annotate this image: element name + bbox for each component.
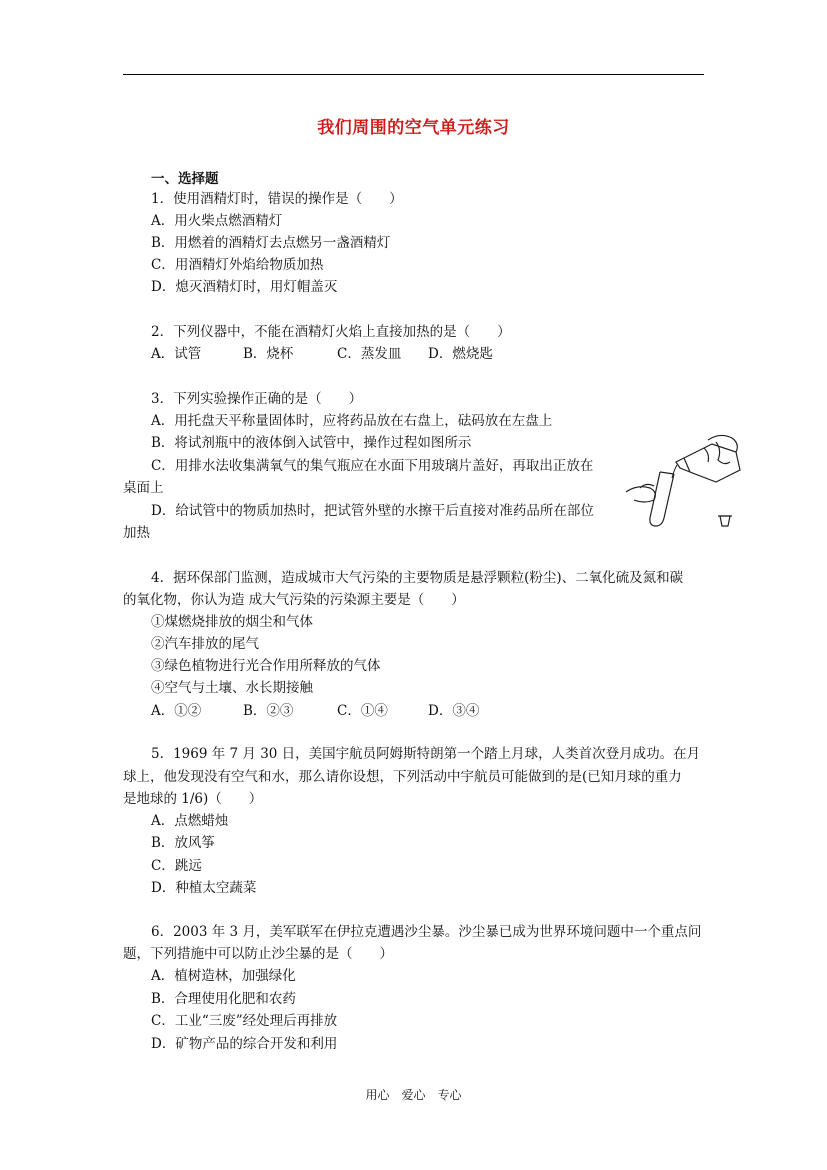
- q5-stem-cont-1: 球上，他发现没有空气和水，那么请你设想，下列活动中宇航员可能做到的是(已知月球的重力: [123, 769, 682, 785]
- q4-item-3: ③绿色植物进行光合作用所释放的气体: [151, 658, 381, 674]
- q1-option-c: C．用酒精灯外焰给物质加热: [151, 257, 324, 273]
- q4-option-b: B．②③: [243, 703, 294, 719]
- q2-option-b: B．烧杯: [243, 346, 294, 362]
- q4-option-a: A．①②: [151, 703, 202, 719]
- q4-item-2: ②汽车排放的尾气: [151, 636, 259, 652]
- q5-option-a: A．点燃蜡烛: [151, 813, 229, 829]
- q6-stem: 6．2003 年 3 月，美军联军在伊拉克遭遇沙尘暴。沙尘暴已成为世界环境问题中一个重点问: [151, 924, 702, 940]
- q5-option-d: D．种植太空蔬菜: [151, 880, 257, 896]
- q5-stem-cont-2: 是地球的 1/6)（ ）: [123, 791, 263, 807]
- q4-option-d: D．③④: [428, 703, 480, 719]
- q3-option-c: C．用排水法收集满氧气的集气瓶应在水面下用玻璃片盖好，再取出正放在: [151, 458, 594, 474]
- q2-option-d: D．燃烧匙: [428, 346, 493, 362]
- q2-option-a: A．试管: [151, 346, 202, 362]
- q2-options: [151, 345, 493, 363]
- q5-stem: 5．1969 年 7 月 30 日，美国宇航员阿姆斯特朗第一个踏上月球，人类首次登月成功。在月: [151, 746, 701, 762]
- q3-option-d-cont: 加热: [123, 525, 150, 541]
- page-footer: 用心 爱心 专心: [365, 1088, 462, 1102]
- section-heading: 一、选择题: [151, 171, 219, 187]
- pouring-liquid-illustration: [624, 430, 744, 530]
- q4-options: [151, 702, 479, 720]
- q3-option-b: B．将试剂瓶中的液体倒入试管中，操作过程如图所示: [151, 435, 472, 451]
- q3-option-a: A．用托盘天平称量固体时，应将药品放在右盘上，砝码放在左盘上: [151, 413, 553, 429]
- q2-stem: 2．下列仪器中，不能在酒精灯火焰上直接加热的是（ ）: [151, 324, 511, 340]
- q4-stem-cont: 的氧化物，你认为造 成大气污染的污染源主要是（ ）: [123, 592, 465, 608]
- q1-option-d: D．熄灭酒精灯时，用灯帽盖灭: [151, 279, 338, 295]
- q1-stem: 1．使用酒精灯时，错误的操作是（ ）: [151, 191, 403, 207]
- q6-option-d: D．矿物产品的综合开发和利用: [151, 1036, 338, 1052]
- page-title: 我们周围的空气单元练习: [317, 118, 510, 138]
- header-rule: [123, 74, 704, 75]
- q1-option-b: B．用燃着的酒精灯去点燃另一盏酒精灯: [151, 235, 391, 251]
- q3-option-d: D．给试管中的物质加热时，把试管外壁的水擦干后直接对准药品所在部位: [151, 503, 594, 519]
- q5-option-b: B．放风筝: [151, 835, 215, 851]
- q5-option-c: C．跳远: [151, 858, 202, 874]
- q6-option-c: C．工业“三废”经处理后再排放: [151, 1013, 338, 1029]
- q3-option-c-cont: 桌面上: [123, 480, 164, 496]
- q6-stem-cont: 题，下列措施中可以防止沙尘暴的是（ ）: [123, 946, 393, 962]
- q4-item-1: ①煤燃烧排放的烟尘和气体: [151, 614, 313, 630]
- q2-option-c: C．蒸发皿: [337, 346, 402, 362]
- q3-stem: 3．下列实验操作正确的是（ ）: [151, 391, 363, 407]
- q1-option-a: A．用火柴点燃酒精灯: [151, 213, 283, 229]
- q6-option-b: B．合理使用化肥和农药: [151, 991, 296, 1007]
- q4-item-4: ④空气与土壤、水长期接触: [151, 680, 313, 696]
- q4-stem: 4．据环保部门监测，造成城市大气污染的主要物质是悬浮颗粒(粉尘)、二氧化硫及氮和碳: [151, 570, 684, 586]
- q4-option-c: C．①④: [337, 703, 388, 719]
- q6-option-a: A．植树造林，加强绿化: [151, 968, 296, 984]
